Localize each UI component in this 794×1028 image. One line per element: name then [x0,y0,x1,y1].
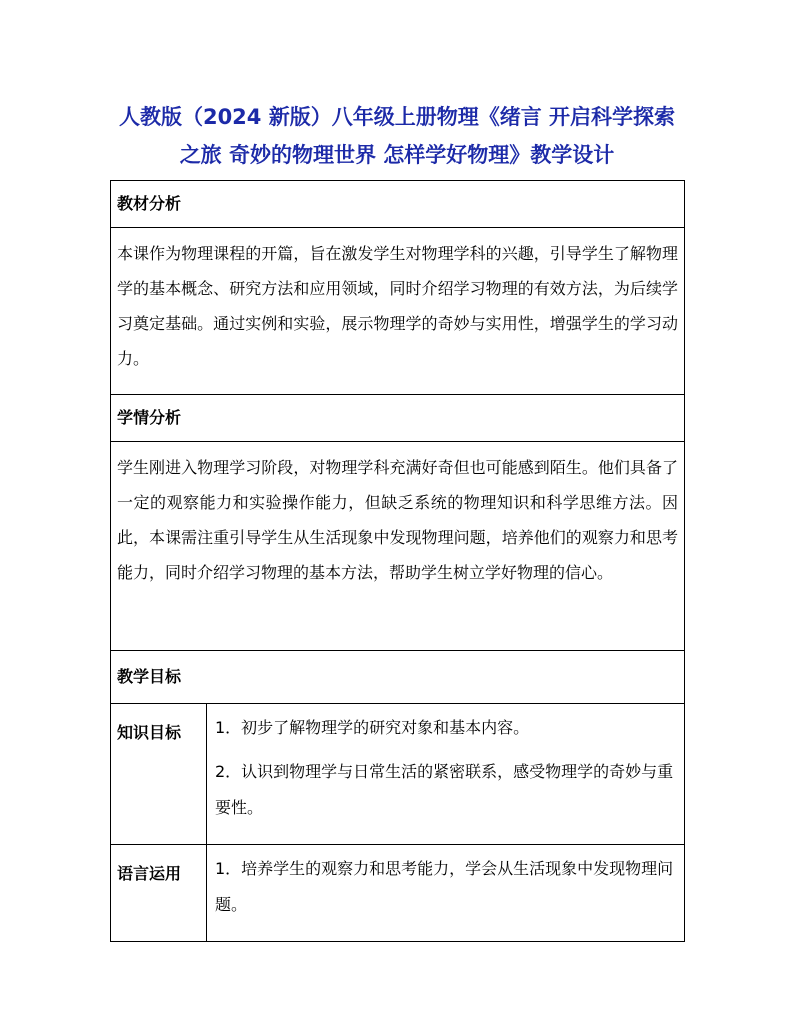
knowledge-goals-row [111,704,685,845]
language-goals-label: 语言运用 [111,845,207,942]
materials-body-row [111,228,685,395]
title-line-1: 人教版（2024 新版）八年级上册物理《绪言 开启科学探索 [118,105,676,129]
document-title [0,98,794,174]
knowledge-goal-2: 2．认识到物理学与日常生活的紧密联系，感受物理学的奇妙与重要性。 [215,762,674,817]
language-goals-list [207,845,685,942]
students-text: 学生刚进入物理学习阶段，对物理学科充满好奇但也可能感到陌生。他们具备了一定的观察能力和实验操作能力，但缺乏系统的物理知识和科学思维方法。因此，本课需注重引导学生从生活现象中发现物理问题，培养他们的观察力和思考能力，同时介绍学习物理的基本方法，帮助学生树立学好物理的信心。 [111,442,685,651]
knowledge-goals-list [207,704,685,845]
materials-heading: 教材分析 [111,181,685,228]
lesson-plan-table [110,180,685,942]
goals-heading-row [111,651,685,704]
goals-heading: 教学目标 [111,651,685,704]
students-heading-row [111,395,685,442]
students-heading: 学情分析 [111,395,685,442]
title-line-2: 之旅 奇妙的物理世界 怎样学好物理》教学设计 [179,143,615,167]
knowledge-goal-1: 1．初步了解物理学的研究对象和基本内容。 [215,718,530,737]
materials-text: 本课作为物理课程的开篇，旨在激发学生对物理学科的兴趣，引导学生了解物理学的基本概念、研究方法和应用领域，同时介绍学习物理的有效方法，为后续学习奠定基础。通过实例和实验，展示物理学的奇妙与实用性，增强学生的学习动力。 [111,228,685,395]
language-goals-row [111,845,685,942]
language-goal-1: 1．培养学生的观察力和思考能力，学会从生活现象中发现物理问题。 [215,859,674,914]
knowledge-goals-label: 知识目标 [111,704,207,845]
materials-heading-row [111,181,685,228]
students-body-row [111,442,685,651]
